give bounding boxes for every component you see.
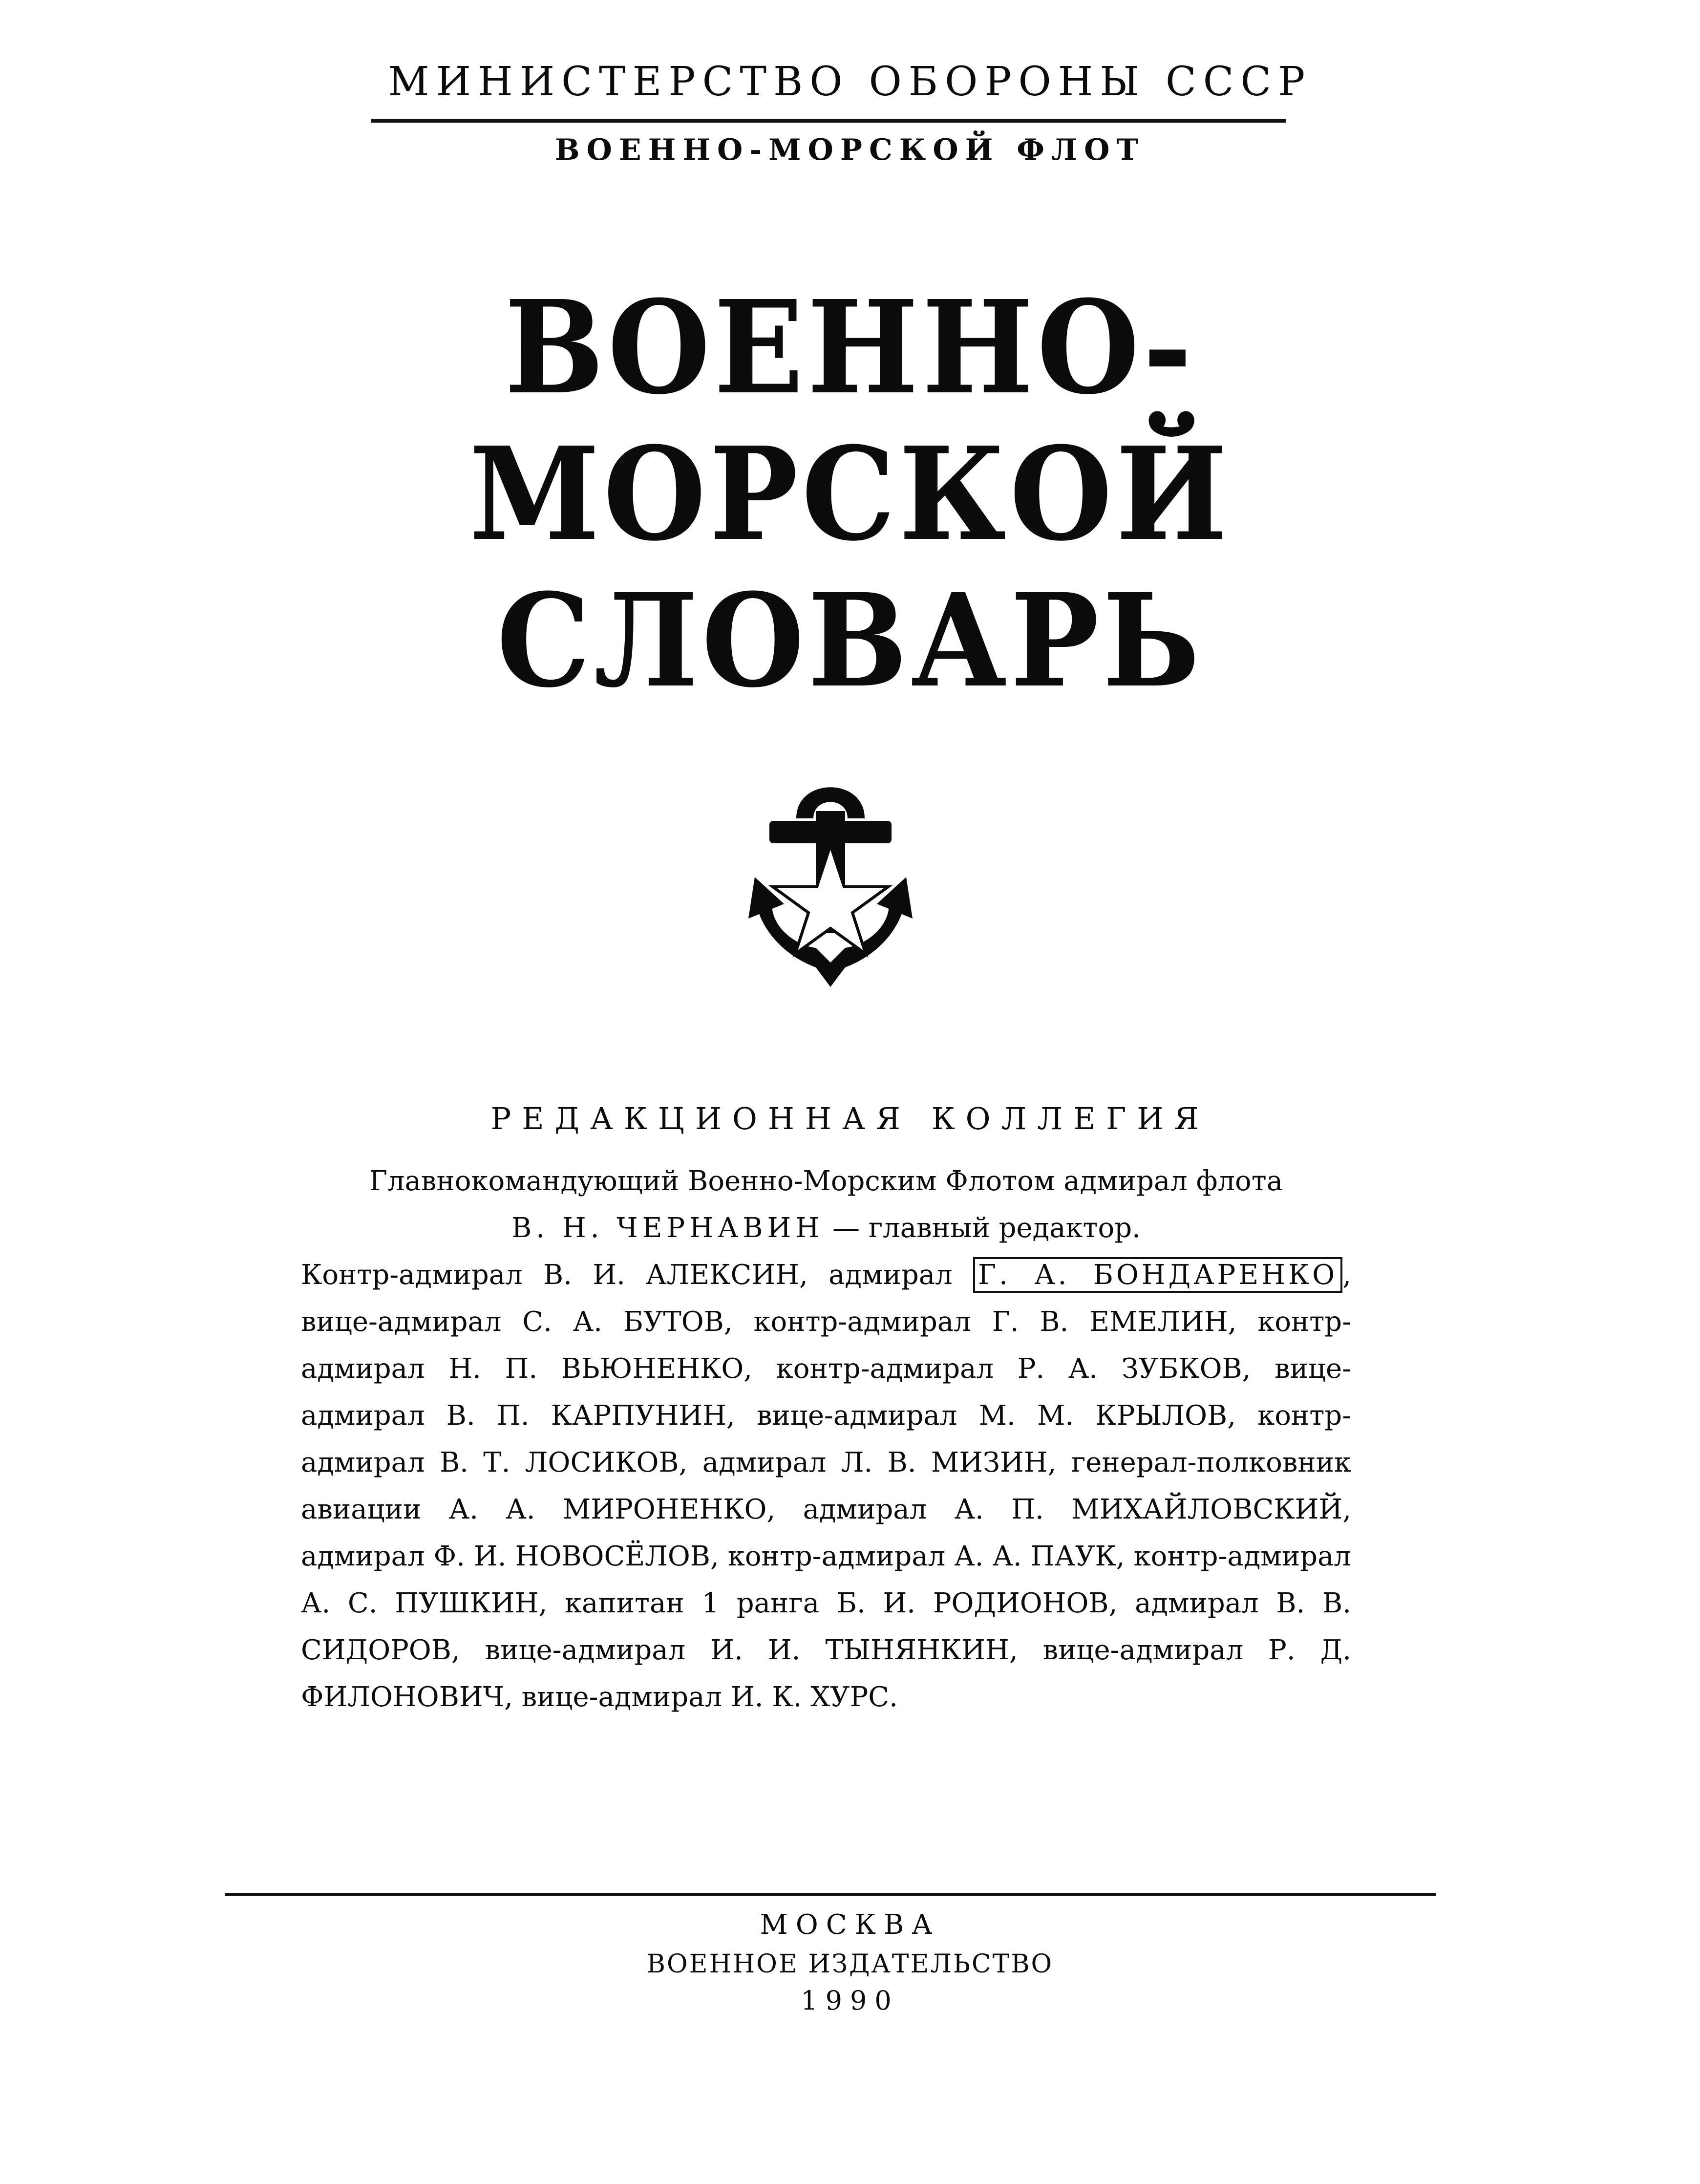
imprint-year: 1990: [801, 1985, 899, 2016]
imprint-city: МОСКВА: [760, 1909, 940, 1941]
editorial-board-heading: РЕДАКЦИОННАЯ КОЛЛЕГИЯ: [490, 1101, 1210, 1136]
anchor-star-emblem-icon: [743, 757, 918, 992]
editorial-board-list: [301, 1158, 1351, 1721]
board-members-rest: , вице-адмирал С. А. БУТОВ, контр-адмирал Г. В. ЕМЕЛИН, контр-адмирал Н. П. ВЬЮНЕНКО, контр-адмирал Р. А. ЗУБКОВ, вице-адмирал В. П. КАРПУНИН, вице-адмирал М. М. КРЫЛОВ, контр-адмирал В. Т. ЛОСИКОВ, адмирал Л. В. МИЗИН, генерал-полковник авиации А. А. МИРОНЕНКО, адмирал А. П. МИХАЙЛОВСКИЙ, адмирал Ф. И. НОВОСЁЛОВ, контр-адмирал А. А. ПАУК, контр-адмирал А. С. ПУШКИН, капитан 1 ранга Б. И. РОДИОНОВ, адмирал В. В. СИДОРОВ, вице-адмирал И. И. ТЫНЯНКИН, вице-адмирал Р. Д. ФИЛОНОВИЧ, вице-адмирал И. К. ХУРС.: [301, 1259, 1351, 1713]
book-title-line-1: ВОЕННО-: [504, 272, 1196, 423]
chief-editor-role: — главный редактор.: [824, 1212, 1141, 1244]
board-members-intro: Контр-адмирал В. И. АЛЕКСИН, адмирал: [301, 1259, 974, 1291]
fleet-subheader: ВОЕННО-МОРСКОЙ ФЛОТ: [554, 133, 1146, 167]
ministry-header: МИНИСТЕРСТВО ОБОРОНЫ СССР: [388, 59, 1312, 105]
book-title-line-3: СЛОВАРЬ: [496, 565, 1204, 716]
book-title-line-2: МОРСКОЙ: [469, 419, 1231, 569]
boxed-member-name: Г. А. БОНДАРЕНКО: [973, 1257, 1342, 1293]
chief-editor-title: Главнокомандующий Военно-Морским Флотом адмирал флота: [369, 1165, 1283, 1197]
chief-editor-name: В. Н. ЧЕРНАВИН: [511, 1212, 824, 1244]
header-divider: [371, 119, 1286, 123]
imprint-publisher: ВОЕННОЕ ИЗДАТЕЛЬСТВО: [646, 1949, 1054, 1979]
chief-editor-line: [301, 1205, 1351, 1252]
imprint-divider: [225, 1893, 1436, 1896]
